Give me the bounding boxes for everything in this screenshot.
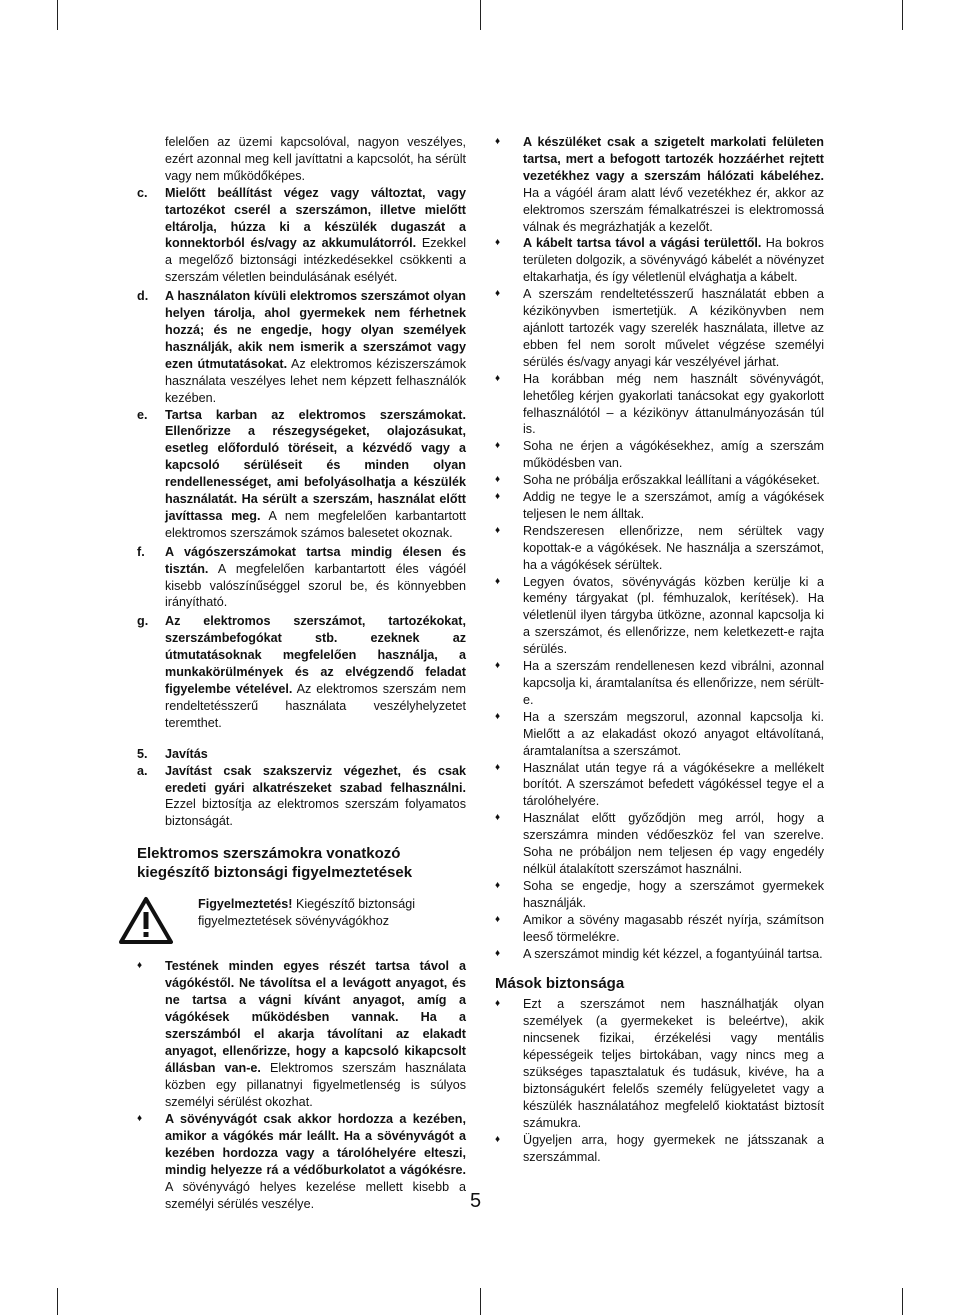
warning-description: Kiegészítő biztonsági figyelmeztetések sövényvágókhoz (198, 897, 415, 929)
diamond-bullet-icon: ♦ (495, 575, 501, 587)
list-item-f (137, 544, 466, 612)
item-text: Ezekkel a megelőző biztonsági intézkedésekkel csökkenti a szerszám véletlen beindulásának esélyét. (165, 236, 466, 285)
list-item-a (137, 763, 466, 831)
bullet-text: Soha ne érjen a vágókésekhez, amíg a szerszám működésben van. (523, 439, 824, 471)
diamond-bullet-icon: ♦ (495, 947, 501, 959)
diamond-bullet-icon: ♦ (495, 812, 501, 824)
list-marker: e. (137, 407, 148, 422)
others-safety-title: Mások biztonsága (495, 975, 625, 993)
section-heading: Javítás (165, 746, 208, 761)
page-number: 5 (470, 1190, 482, 1212)
bullet-text: Ügyeljen arra, hogy gyermekek ne játsszanak a szerszámmal. (523, 1132, 824, 1164)
section-title (137, 844, 466, 882)
list-marker: d. (137, 289, 149, 304)
bullet-text: A szerszám rendeltetésszerű használatát ebben a kézikönyvben ismertetjük. A kézikönyvben nem ajánlott tartozék vagy szerelék használata, illetve az ebben fel nem sorolt művelet végzése személyi sérülés és/vagy anyagi kár veszélyével járhat. (523, 287, 824, 369)
bullet-text: Ha a szerszám megszorul, azonnal kapcsolja ki. Mielőtt a az elakadást okozó anyagot eltávolítaná, áramtalanítsa a szerszámot. (523, 709, 824, 758)
diamond-bullet-icon: ♦ (495, 1133, 501, 1145)
item-bold-text: Az elektromos szerszámot, tartozékokat, szerszámbefogókat stb. ezeknek az útmutatásoknak megfelelően használja, a munkakörülmények és az elvégzendő feladat figyelembe vételével. (165, 614, 466, 696)
bullet-text: Ha bokros területen dolgozik, a sövényvágó kábelét a növényzet eltakarhatja, és így véletlenül elvághatja a kábelt. (523, 236, 824, 285)
item-bold-text: Mielőtt beállítást végez vagy változtat, vagy tartozékot cserél a szerszámon, illetve mielőtt eltárolja, húzza ki a készülék dugaszát a konnektorból és/vagy az akkumulátorról. (165, 185, 466, 251)
list-item (495, 658, 824, 709)
list-item (495, 371, 824, 439)
item-text: Az elektromos kéziszerszámok használata veszélyes lehet nem képzett felhasználók kezében. (165, 356, 466, 405)
diamond-bullet-icon: ♦ (495, 372, 501, 384)
diamond-bullet-icon: ♦ (137, 1113, 143, 1125)
diamond-bullet-icon: ♦ (495, 879, 501, 891)
bullet-text: Használat után tegye rá a vágókésekre a mellékelt borítót. A szerszámot befedett vágókéssel tegye el a tárolóhelyére. (523, 760, 824, 809)
diamond-bullet-icon: ♦ (495, 288, 501, 300)
warning-label: Figyelmeztetés! (198, 897, 293, 912)
section-title-line: Elektromos szerszámokra vonatkozó (137, 845, 401, 863)
warning-text (173, 896, 466, 930)
bullet-bold-text: Testének minden egyes részét tartsa távol a vágókéstől. Ne távolítsa el a levágott anyagot, és ne tartsa a vágni kívánt anyagot, amíg a vágókések működésben vannak. Ha a szerszámból el akarja távolítani az elakadt anyagot, ellenőrizze, hogy a kapcsoló kikapcsolt állásban van-e. (165, 959, 466, 1075)
section-repair (137, 746, 466, 763)
diamond-bullet-icon: ♦ (137, 960, 143, 972)
item-bold-text: A használaton kívüli elektromos szerszámot olyan helyen tárolja, ahol gyermekek nem férhetnek hozzá; és ne engedje, hogy olyan személyek használják, akik nem ismerik a szerszámot vagy ezen útmutatásokat. (165, 289, 466, 371)
bullet-text: Ha a szerszám rendellenesen kezd vibrálni, azonnal kapcsolja ki, áramtalanítsa és ellenőrizze, nem sérült-e. (523, 659, 824, 707)
list-item (495, 235, 824, 286)
bullet-text: Amikor a sövény magasabb részét nyírja, számítson leeső törmelékre. (523, 912, 824, 944)
list-item (495, 134, 824, 235)
list-item (495, 438, 824, 472)
list-item (495, 286, 824, 371)
list-marker: f. (137, 544, 145, 559)
bullet-bold-text: A kábelt tartsa távol a vágási területtől. (523, 236, 762, 251)
list-item (495, 996, 824, 1131)
list-item-e (137, 407, 466, 542)
item-text: A megfelelően karbantartott éles vágóél kisebb valószínűséggel szorul be, és könnyebben irányítható. (165, 561, 466, 610)
crop-mark-top-right (902, 0, 903, 30)
diamond-bullet-icon: ♦ (495, 237, 501, 249)
item-bold-text: Tartsa karban az elektromos szerszámokat. Ellenőrizze a részegységeket, olajozásukat, esetleg előforduló töréseit, a kézvédő vagy a kapcsoló sérüléseit és minden olyan rendellenességet, ami befolyásolhatja a készülék használatát. Ha sérült a szerszám, használat előtt javíttassa meg. (165, 407, 466, 523)
list-item (495, 1132, 824, 1166)
list-item-d (137, 288, 466, 406)
crop-mark-bottom-left (57, 1288, 58, 1315)
right-column (495, 134, 824, 1165)
diamond-bullet-icon: ♦ (495, 998, 501, 1010)
diamond-bullet-icon: ♦ (495, 440, 501, 452)
intro-continuation: felelően az üzemi kapcsolóval, nagyon veszélyes, ezért azonnal meg kell javíttatni a kapcsolót, ha sérült vagy nem működőképes. (165, 135, 466, 183)
diamond-bullet-icon: ♦ (495, 913, 501, 925)
list-item-c (137, 185, 466, 286)
item-text: Az elektromos szerszám nem rendeltetésszerű használata veszélyhelyzetet teremthet. (165, 682, 467, 730)
list-item-g (137, 613, 466, 731)
crop-mark-bottom-center (480, 1288, 481, 1315)
crop-mark-top-left (57, 0, 58, 30)
diamond-bullet-icon: ♦ (495, 710, 501, 722)
list-item (137, 1111, 466, 1212)
crop-mark-top-center (480, 0, 481, 30)
list-item (495, 760, 824, 811)
bullet-bold-text: A sövényvágót csak akkor hordozza a kezében, amikor a vágókés már leállt. Ha a sövényvágót a kezében hordozza vagy a tárolóhelyére elteszi, mindig helyezze rá a védőburkolatot a vágókésre. (165, 1112, 466, 1178)
list-marker: a. (137, 763, 148, 778)
list-marker: c. (137, 185, 148, 200)
diamond-bullet-icon: ♦ (495, 660, 501, 672)
warning-block (137, 896, 466, 944)
bullet-text: Ezt a szerszámot nem használhatják olyan személyek (a gyermekeket is beleértve), akik nincsenek fizikai, érzékelési vagy mentális képességeik teljes birtokában, vagy nincs meg a szükséges tapasztalatuk és tudásuk, kivéve, ha a biztonságukért felelős személy felügyeletet vagy a készülék használatához megfelelő kioktatást biztosít számukra. (523, 997, 824, 1130)
diamond-bullet-icon: ♦ (495, 524, 501, 536)
item-text: Ezzel biztosítja az elektromos szerszám folyamatos biztonságát. (165, 797, 466, 829)
list-item (495, 946, 824, 963)
bullet-bold-text: A készüléket csak a szigetelt markolati felületen tartsa, mert a befogott tartozék hozzáérhet rejtett vezetékhez vagy a szerszám hálózati kábeléhez. (523, 135, 824, 183)
list-item (495, 878, 824, 912)
section-title-line: kiegészítő biztonsági figyelmeztetések (137, 864, 413, 882)
bullet-text: Soha ne próbálja erőszakkal leállítani a vágókéseket. (523, 473, 820, 488)
warning-triangle-icon (119, 896, 173, 944)
bullet-text: Ha korábban még nem használt sövényvágót, lehetőleg kérjen gyakorlati tanácsokat egy gyakorlott felhasználótól – a kézikönyv áttanulmányozásán túl is. (523, 371, 824, 437)
list-item (495, 574, 824, 659)
bullet-text: A szerszámot mindig két kézzel, a fogantyúinál tartsa. (523, 946, 823, 961)
item-bold-text: Javítást csak szakszerviz végezhet, és csak eredeti gyári alkatrészeket szabad felhasználni. (165, 763, 466, 795)
list-item (495, 810, 824, 878)
list-item (495, 472, 824, 489)
bullet-text: Soha se engedje, hogy a szerszámot gyermekek használják. (523, 878, 824, 910)
diamond-bullet-icon: ♦ (495, 761, 501, 773)
diamond-bullet-icon: ♦ (495, 474, 501, 486)
bullet-text: Ha a vágóél áram alatt lévő vezetékhez ér, akkor az elektromos szerszám fémalkatrészei is elektromossá válnak és megrázhatják a kezelőt. (523, 185, 824, 234)
bullet-text: Elektromos szerszám használata közben egy pillanatnyi figyelmetlenség is súlyos személyi sérülést okozhat. (165, 1060, 467, 1109)
list-item (137, 958, 466, 1110)
bullet-text: A sövényvágó helyes kezelése mellett kisebb a személyi sérülés veszélye. (165, 1180, 466, 1211)
crop-mark-bottom-right (902, 1288, 903, 1315)
item-text: A nem megfelelően karbantartott elektromos szerszámok számos balesetet okoznak. (165, 508, 466, 540)
list-marker: g. (137, 614, 149, 629)
bullet-text: Rendszeresen ellenőrizze, nem sérültek vagy kopottak-e a vágókések. Ne használja a szerszámot, ha a vágókések sérültek. (523, 523, 824, 572)
diamond-bullet-icon: ♦ (495, 491, 501, 503)
bullet-text: Legyen óvatos, sövényvágás közben kerülje ki a kemény tárgyakat (pl. fémhuzalok, kerítések). Ha véletlenül ilyen tárgyba ütközne, azonnal kapcsolja ki a szerszámot, és ellenőrizze, nem keletkezett-e rajta sérülés. (523, 574, 824, 657)
list-item (495, 489, 824, 523)
list-item (495, 709, 824, 760)
section-number: 5. (137, 746, 148, 761)
bullet-text: Használat előtt győződjön meg arról, hogy a szerszámra minden védőeszköz fel van szerelve. Soha ne próbáljon nem teljesen ép vagy engedély nélkül átalakított szerszámot használni. (523, 811, 824, 876)
diamond-bullet-icon: ♦ (495, 136, 501, 147)
list-item (495, 523, 824, 574)
bullet-text: Addig ne tegye le a szerszámot, amíg a vágókések teljesen le nem álltak. (523, 490, 824, 521)
item-bold-text: A vágószerszámokat tartsa mindig élesen és tisztán. (165, 544, 466, 576)
left-column (137, 134, 466, 1213)
list-item (495, 912, 824, 946)
